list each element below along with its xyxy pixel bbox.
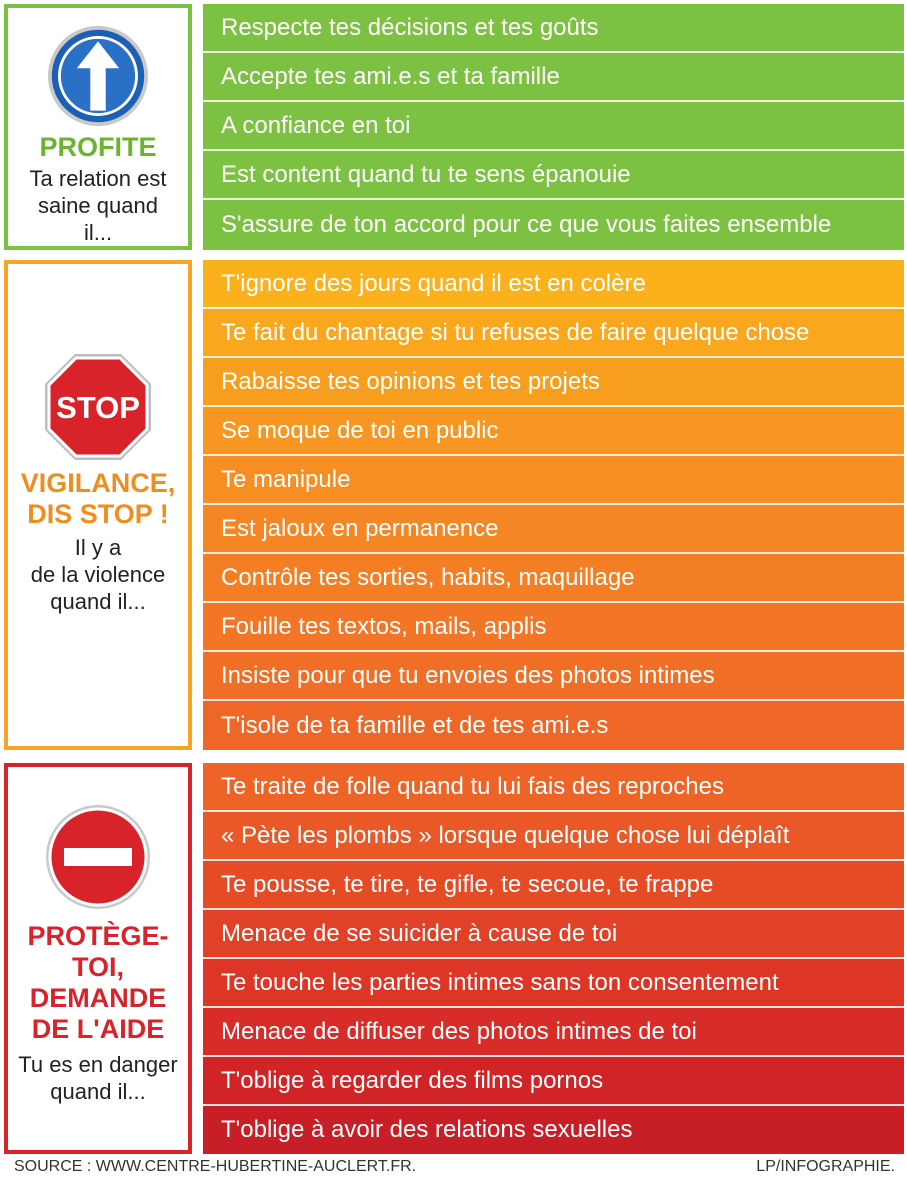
list-item: T'isole de ta famille et de tes ami.e.s xyxy=(203,701,904,750)
list-item: A confiance en toi xyxy=(203,102,904,151)
list-item: Te touche les parties intimes sans ton consentement xyxy=(203,959,904,1008)
list-item: Insiste pour que tu envoies des photos intimes xyxy=(203,652,904,701)
list-item: S'assure de ton accord pour ce que vous faites ensemble xyxy=(203,200,904,250)
list-item: Te traite de folle quand tu lui fais des reproches xyxy=(203,763,904,812)
section-subtitle-line1: Tu es en danger xyxy=(18,1052,178,1077)
list-item: Te pousse, te tire, te gifle, te secoue, te frappe xyxy=(203,861,904,910)
list-item: Est content quand tu te sens épanouie xyxy=(203,151,904,200)
section-vigilance-list xyxy=(203,260,904,750)
section-profite xyxy=(4,4,904,250)
arrow-up-icon xyxy=(44,24,152,128)
list-item: Menace de diffuser des photos intimes de toi xyxy=(203,1008,904,1057)
no-entry-icon xyxy=(44,803,152,911)
list-item: « Pète les plombs » lorsque quelque chose lui déplaît xyxy=(203,812,904,861)
stop-sign-icon xyxy=(43,352,153,462)
section-profite-panel xyxy=(4,4,192,250)
section-profite-list xyxy=(203,4,904,250)
list-item: Se moque de toi en public xyxy=(203,407,904,456)
section-subtitle-line2: de la violence xyxy=(30,562,166,587)
list-item: T'oblige à regarder des films pornos xyxy=(203,1057,904,1106)
list-item: Te fait du chantage si tu refuses de faire quelque chose xyxy=(203,309,904,358)
section-protege xyxy=(4,763,904,1154)
section-subtitle: Ta relation est saine quand il... xyxy=(29,166,167,245)
list-item: Respecte tes décisions et tes goûts xyxy=(203,4,904,53)
section-vigilance-panel xyxy=(4,260,192,750)
list-item: T'oblige à avoir des relations sexuelles xyxy=(203,1106,904,1154)
section-subtitle-line3: quand il... xyxy=(50,589,146,614)
section-protege-list xyxy=(203,763,904,1154)
section-heading: PROFITE xyxy=(39,132,157,162)
list-item: Rabaisse tes opinions et tes projets xyxy=(203,358,904,407)
section-heading-line2: DEMANDE xyxy=(29,983,167,1013)
list-item: Est jaloux en permanence xyxy=(203,505,904,554)
section-heading-line3: DE L'AIDE xyxy=(31,1014,165,1044)
list-item: Menace de se suicider à cause de toi xyxy=(203,910,904,959)
section-vigilance xyxy=(4,260,904,750)
section-heading-line1: PROTÈGE-TOI, xyxy=(27,921,169,982)
source-credit: SOURCE : WWW.CENTRE-HUBERTINE-AUCLERT.FR. xyxy=(14,1158,417,1175)
list-item: Fouille tes textos, mails, applis xyxy=(203,603,904,652)
graphic-credit: LP/INFOGRAPHIE. xyxy=(756,1158,895,1175)
stop-sign-text: STOP xyxy=(56,390,140,425)
section-heading-line2: DIS STOP ! xyxy=(27,499,169,529)
list-item: Te manipule xyxy=(203,456,904,505)
section-protege-panel xyxy=(4,763,192,1154)
list-item: Contrôle tes sorties, habits, maquillage xyxy=(203,554,904,603)
section-subtitle-line2: quand il... xyxy=(50,1079,146,1104)
section-heading-line1: VIGILANCE, xyxy=(20,468,176,498)
list-item: T'ignore des jours quand il est en colère xyxy=(203,260,904,309)
list-item: Accepte tes ami.e.s et ta famille xyxy=(203,53,904,102)
section-subtitle-line1: Il y a xyxy=(74,535,122,560)
